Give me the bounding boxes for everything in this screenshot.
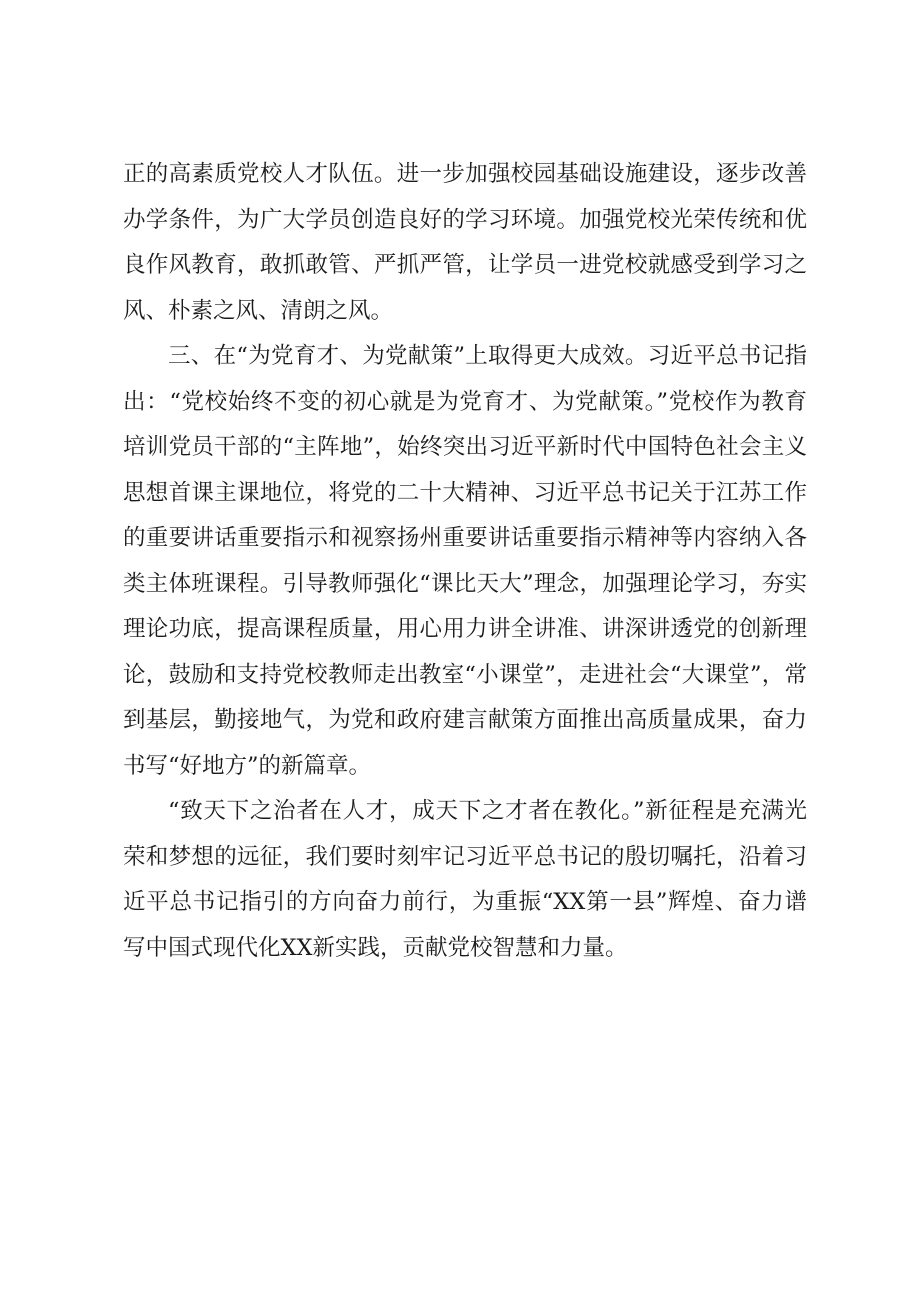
document-body	[123, 152, 807, 971]
paragraph-continuation: 正的高素质党校人才队伍。进一步加强校园基础设施建设，逐步改善办学条件，为广大学员创造良好的学习环境。加强党校光荣传统和优良作风教育，敢抓敢管、严抓严管，让学员一进党校就感受到学习之风、朴素之风、清朗之风。	[123, 161, 807, 324]
paragraph-conclusion: “致天下之治者在人才，成天下之才者在教化。”新征程是充满光荣和梦想的远征，我们要时刻牢记习近平总书记的殷切嘱托，沿着习近平总书记指引的方向奋力前行，为重振“XX第一县”辉煌、奋力谱写中国式现代化XX新实践，贡献党校智慧和力量。	[123, 798, 807, 961]
paragraph-section-three: 三、在“为党育才、为党献策”上取得更大成效。习近平总书记指出：“党校始终不变的初心就是为党育才、为党献策。”党校作为教育培训党员干部的“主阵地”，始终突出习近平新时代中国特色社会主义思想首课主课地位，将党的二十大精神、习近平总书记关于江苏工作的重要讲话重要指示和视察扬州重要讲话重要指示精神等内容纳入各类主体班课程。引导教师强化“课比天大”理念，加强理论学习，夯实理论功底，提高课程质量，用心用力讲全讲准、讲深讲透党的创新理论，鼓励和支持党校教师走出教室“小课堂”，走进社会“大课堂”，常到基层，勤接地气，为党和政府建言献策方面推出高质量成果，奋力书写“好地方”的新篇章。	[123, 343, 807, 779]
